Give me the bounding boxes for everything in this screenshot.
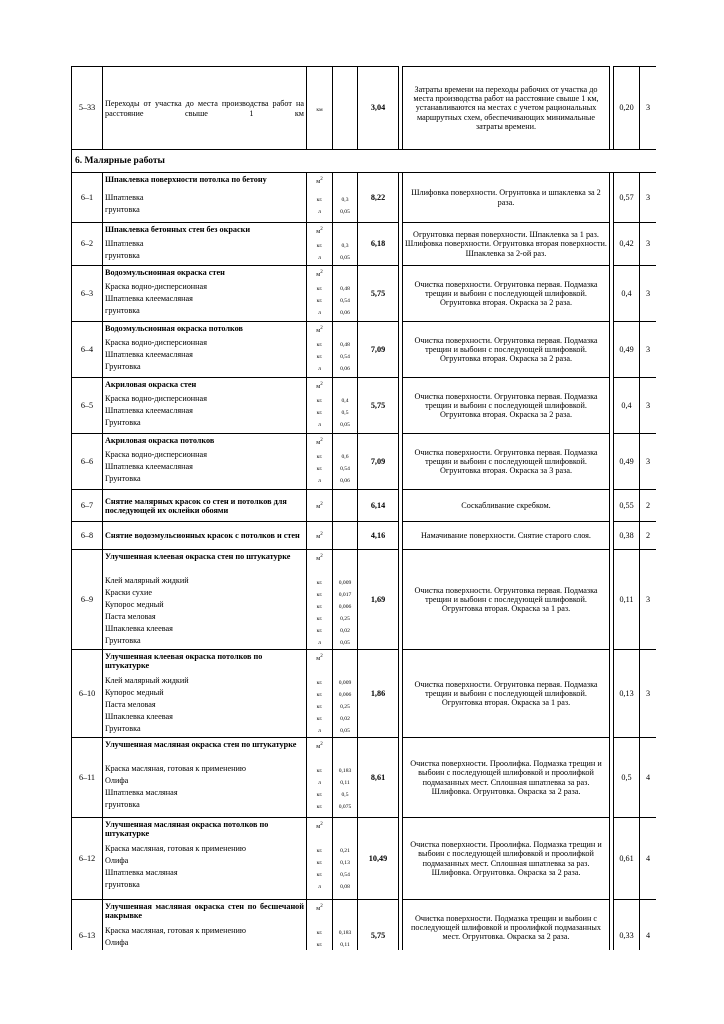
unit-cell: км: [307, 67, 333, 150]
material-qty: 0,006: [338, 604, 352, 610]
material-name: Краска водно-дисперсионная: [105, 282, 207, 291]
material-name: Шпаклевка клеевая: [105, 624, 173, 633]
work-title: Переходы от участка до места производства работ на расстояние свыше 1 км: [103, 67, 307, 150]
unit-cell: [307, 378, 333, 434]
unit-header: $м^2$: [316, 653, 323, 662]
coefficient-value: 0,42: [614, 223, 640, 266]
material-name: Шпатлевка клеемасляная: [105, 350, 193, 359]
unit-cell: [307, 434, 333, 490]
material-qty: 0,54: [340, 354, 350, 360]
material-qty: 0,11: [340, 780, 350, 786]
category-value: 3: [640, 650, 657, 738]
work-title: Шпаклевка бетонных стен без окраски: [105, 225, 251, 234]
unit-header: $м^2$: [316, 903, 323, 912]
material-qty: 0,48: [340, 342, 350, 348]
price-value: 3,04: [358, 67, 399, 150]
coefficient-value: 0,11: [614, 550, 640, 650]
material-qty: 0,3: [341, 243, 349, 249]
material-unit: кг.: [316, 942, 323, 948]
material-unit: кг.: [316, 792, 323, 798]
material-qty: 0,08: [340, 884, 350, 890]
material-name: грунтовка: [105, 880, 140, 889]
qty-cell: [333, 434, 358, 490]
row-code: 6–5: [72, 378, 103, 434]
material-unit: кг.: [316, 716, 323, 722]
price-value: 6,14: [358, 490, 399, 522]
unit-cell: [307, 322, 333, 378]
category-value: 4: [640, 900, 657, 951]
material-name: Краска водно-дисперсионная: [105, 450, 207, 459]
unit-cell: [307, 650, 333, 738]
material-unit: кг.: [316, 616, 323, 622]
work-description: Огрунтовка первая поверхности. Шпаклевка за 1 раз. Шлифовка поверхности. Огрунтовка вторая поверхности. Шпаклевка за 2-ой раз.: [403, 223, 610, 266]
material-name: грунтовка: [105, 800, 140, 809]
table-row: [72, 550, 657, 650]
material-qty: 0,02: [340, 716, 350, 722]
material-unit: кг.: [316, 410, 323, 416]
material-unit: л: [318, 422, 321, 428]
work-cell: [103, 738, 307, 818]
work-description: Намачивание поверхности. Снятие старого слоя.: [403, 522, 610, 550]
material-name: Купорос медный: [105, 688, 164, 697]
unit-cell: [307, 173, 333, 223]
work-title: Шпаклевка поверхности потолка по бетону: [105, 175, 267, 184]
material-qty: 0,54: [340, 298, 350, 304]
unit-header: $м^2$: [316, 531, 323, 540]
material-unit: кг.: [316, 692, 323, 698]
material-name: Краска водно-дисперсионная: [105, 338, 207, 347]
material-qty: 0,25: [340, 704, 350, 710]
material-unit: кг.: [316, 768, 323, 774]
category-value: 3: [640, 67, 657, 150]
unit-header: $м^2$: [316, 821, 323, 830]
work-cell: [103, 490, 307, 522]
material-name: Краска водно-дисперсионная: [105, 394, 207, 403]
work-title: Улучшенная клеевая окраска потолков по штукатурке: [105, 652, 263, 671]
material-unit: л: [318, 478, 321, 484]
material-qty: 0,05: [340, 640, 350, 646]
table-row: [72, 266, 657, 322]
material-name: Паста меловая: [105, 612, 156, 621]
material-unit: кг.: [316, 298, 323, 304]
price-value: 5,75: [358, 266, 399, 322]
category-value: 2: [640, 490, 657, 522]
material-unit: кг.: [316, 286, 323, 292]
material-unit: кг.: [316, 342, 323, 348]
material-qty: 0,6: [341, 454, 349, 460]
material-name: Краска масляная, готовая к применению: [105, 926, 246, 935]
work-title: Водоэмульсионная окраска стен: [105, 268, 225, 277]
material-name: Грунтовка: [105, 418, 141, 427]
unit-header: $м^2$: [316, 226, 323, 235]
table-row: [72, 900, 657, 951]
qty-cell: [333, 738, 358, 818]
qty-cell: [333, 522, 358, 550]
material-qty: 0,183: [338, 930, 352, 936]
coefficient-value: 0,55: [614, 490, 640, 522]
material-qty: 0,05: [340, 255, 350, 261]
material-name: грунтовка: [105, 205, 140, 214]
qty-cell: [333, 550, 358, 650]
material-unit: кг.: [316, 930, 323, 936]
work-cell: [103, 322, 307, 378]
material-unit: кг.: [316, 628, 323, 634]
material-unit: л: [318, 780, 321, 786]
qty-cell: [333, 266, 358, 322]
unit-cell: [307, 223, 333, 266]
qty-cell: [333, 322, 358, 378]
material-name: Грунтовка: [105, 724, 141, 733]
qty-cell: [333, 223, 358, 266]
material-unit: кг.: [316, 466, 323, 472]
work-title: Улучшенная масляная окраска потолков по штукатурке: [105, 820, 269, 839]
material-qty: 0,06: [340, 310, 350, 316]
work-cell: [103, 650, 307, 738]
unit-cell: [307, 738, 333, 818]
coefficient-value: 0,57: [614, 173, 640, 223]
price-value: 7,09: [358, 322, 399, 378]
qty-cell: [333, 490, 358, 522]
work-cell: [103, 378, 307, 434]
coefficient-value: 0,13: [614, 650, 640, 738]
qty-cell: [333, 818, 358, 900]
unit-header: $м^2$: [316, 176, 323, 185]
material-unit: кг.: [316, 704, 323, 710]
work-description: Очистка поверхности. Подмазка трещин и выбоин с последующей шлифовкой и проолифкой подмазанных мест. Огрунтовка. Окраска за 2 раза.: [403, 900, 610, 951]
unit-cell: [307, 522, 333, 550]
material-name: Шпаклевка клеевая: [105, 712, 173, 721]
row-code: 6–1: [72, 173, 103, 223]
work-description: Очистка поверхности. Проолифка. Подмазка трещин и выбоин с последующей шлифовкой и проолифкой подмазанных мест. Сплошная шпатлевка за раз. Шлифовка. Огрунтовка. Окраска за 2 раза.: [403, 818, 610, 900]
qty-cell: [333, 900, 358, 951]
material-unit: кг.: [316, 848, 323, 854]
coefficient-value: 0,33: [614, 900, 640, 951]
work-title: Улучшенная масляная окраска стен по бесшечаной накрывке: [105, 902, 304, 921]
material-name: Краска масляная, готовая к применению: [105, 844, 246, 853]
table-row: [72, 522, 657, 550]
work-description: Шлифовка поверхности. Огрунтовка и шпаклевка за 2 раза.: [403, 173, 610, 223]
unit-header: $м^2$: [316, 437, 323, 446]
price-value: 5,75: [358, 900, 399, 951]
row-code: 6–13: [72, 900, 103, 951]
work-title: Акриловая окраска потолков: [105, 436, 215, 445]
document-page: [71, 66, 656, 950]
material-unit: кг.: [316, 804, 323, 810]
material-qty: 0,017: [338, 592, 352, 598]
row-code: 6–12: [72, 818, 103, 900]
row-code: 6–2: [72, 223, 103, 266]
work-description: Очистка поверхности. Огрунтовка первая. Подмазка трещин и выбоин с последующей шлифовкой. Огрунтовка вторая. Окраска за 2 раза.: [403, 266, 610, 322]
category-value: 4: [640, 818, 657, 900]
category-value: 3: [640, 266, 657, 322]
table-row: [72, 434, 657, 490]
material-name: Грунтовка: [105, 362, 141, 371]
material-name: Олифа: [105, 938, 129, 947]
work-cell: [103, 223, 307, 266]
material-qty: 0,06: [340, 478, 350, 484]
unit-header: $м^2$: [316, 325, 323, 334]
material-qty: 0,5: [341, 792, 349, 798]
section-title: 6. Малярные работы: [72, 150, 657, 173]
coefficient-value: 0,4: [614, 266, 640, 322]
category-value: 3: [640, 378, 657, 434]
table-row: [72, 223, 657, 266]
material-name: Шпатлевка масляная: [105, 868, 178, 877]
material-unit: л: [318, 728, 321, 734]
material-unit: кг.: [316, 860, 323, 866]
unit-header: $м^2$: [316, 269, 323, 278]
work-title: Улучшенная масляная окраска стен по штукатурке: [105, 740, 297, 749]
table-row: [72, 738, 657, 818]
material-name: Шпатлевка масляная: [105, 788, 178, 797]
material-unit: кг.: [316, 243, 323, 249]
material-unit: л: [318, 209, 321, 215]
work-description: Очистка поверхности. Огрунтовка первая. Подмазка трещин и выбоин с последующей шлифовкой. Огрунтовка вторая. Окраска за 3 раза.: [403, 434, 610, 490]
norms-table: [71, 66, 656, 950]
material-name: Шпатлевка клеемасляная: [105, 462, 193, 471]
material-qty: 0,075: [338, 804, 352, 810]
work-description: Затраты времени на переходы рабочих от участка до места производства работ на расстояние свыше 1 км, устанавливаются на местах с учетом рациональных маршрутных схем, обеспечивающих минимальные затраты времени.: [403, 67, 610, 150]
work-title: Водоэмульсионная окраска потолков: [105, 324, 243, 333]
table-row: [72, 818, 657, 900]
category-value: 4: [640, 738, 657, 818]
material-unit: кг.: [316, 580, 323, 586]
table-row: [72, 650, 657, 738]
material-qty: 0,11: [340, 942, 350, 948]
work-cell: [103, 434, 307, 490]
qty-cell: [333, 378, 358, 434]
table-row: [72, 67, 657, 150]
material-unit: кг.: [316, 398, 323, 404]
material-unit: кг.: [316, 354, 323, 360]
material-name: Шпатлевка: [105, 239, 144, 248]
material-unit: кг.: [316, 680, 323, 686]
row-code: 6–11: [72, 738, 103, 818]
price-value: 1,86: [358, 650, 399, 738]
qty-cell: [333, 173, 358, 223]
section-row: [72, 150, 657, 173]
row-code: 6–9: [72, 550, 103, 650]
unit-header: $м^2$: [316, 741, 323, 750]
work-cell: [103, 522, 307, 550]
coefficient-value: 0,61: [614, 818, 640, 900]
material-unit: л: [318, 255, 321, 261]
coefficient-value: 0,38: [614, 522, 640, 550]
work-cell: [103, 550, 307, 650]
table-row: [72, 322, 657, 378]
material-qty: 0,02: [340, 628, 350, 634]
material-qty: 0,009: [338, 580, 352, 586]
material-unit: кг.: [316, 872, 323, 878]
material-qty: 0,13: [340, 860, 350, 866]
unit-cell: [307, 266, 333, 322]
material-unit: кг.: [316, 454, 323, 460]
material-qty: 0,183: [338, 768, 352, 774]
material-qty: 0,5: [341, 410, 349, 416]
unit-cell: [307, 490, 333, 522]
material-qty: 0,009: [338, 680, 352, 686]
table-row: [72, 173, 657, 223]
price-value: 7,09: [358, 434, 399, 490]
material-qty: 0,05: [340, 728, 350, 734]
work-description: Очистка поверхности. Проолифка. Подмазка трещин и выбоин с последующей шлифовкой и проолифкой подмазанных мест. Сплошная шпатлевка за раз. Шлифовка. Огрунтовка. Окраска за 2 раза.: [403, 738, 610, 818]
material-name: грунтовка: [105, 306, 140, 315]
row-code: 5–33: [72, 67, 103, 150]
material-name: Паста меловая: [105, 700, 156, 709]
material-name: Краска масляная, готовая к применению: [105, 764, 246, 773]
row-code: 6–6: [72, 434, 103, 490]
material-qty: 0,4: [341, 398, 349, 404]
material-qty: 0,05: [340, 209, 350, 215]
qty-cell: [333, 650, 358, 738]
category-value: 3: [640, 550, 657, 650]
material-name: Шпатлевка клеемасляная: [105, 406, 193, 415]
material-name: Клей малярный жидкий: [105, 576, 189, 585]
row-code: 6–10: [72, 650, 103, 738]
material-qty: 0,006: [338, 692, 352, 698]
material-name: Клей малярный жидкий: [105, 676, 189, 685]
unit-cell: [307, 818, 333, 900]
material-name: Купорос медный: [105, 600, 164, 609]
material-qty: 0,3: [341, 197, 349, 203]
material-name: Олифа: [105, 776, 129, 785]
work-cell: [103, 818, 307, 900]
work-title: Улучшенная клеевая окраска стен по штукатурке: [105, 552, 291, 561]
row-code: 6–8: [72, 522, 103, 550]
coefficient-value: 0,5: [614, 738, 640, 818]
work-description: Очистка поверхности. Огрунтовка первая. Подмазка трещин и выбоин с последующей шлифовкой. Огрунтовка вторая. Окраска за 1 раз.: [403, 550, 610, 650]
material-name: грунтовка: [105, 251, 140, 260]
material-qty: 0,25: [340, 616, 350, 622]
price-value: 6,18: [358, 223, 399, 266]
coefficient-value: 0,49: [614, 322, 640, 378]
table-row: [72, 378, 657, 434]
material-unit: л: [318, 366, 321, 372]
work-cell: [103, 266, 307, 322]
work-description: Очистка поверхности. Огрунтовка первая. Подмазка трещин и выбоин с последующей шлифовкой. Огрунтовка вторая. Окраска за 2 раза.: [403, 322, 610, 378]
material-qty: 0,06: [340, 366, 350, 372]
coefficient-value: 0,4: [614, 378, 640, 434]
material-qty: 0,54: [340, 466, 350, 472]
material-unit: кг.: [316, 197, 323, 203]
unit-cell: [307, 900, 333, 951]
work-cell: [103, 173, 307, 223]
price-value: 8,61: [358, 738, 399, 818]
material-name: Олифа: [105, 856, 129, 865]
price-value: 5,75: [358, 378, 399, 434]
row-code: 6–7: [72, 490, 103, 522]
work-title: Акриловая окраска стен: [105, 380, 197, 389]
price-value: 10,49: [358, 818, 399, 900]
coefficient-value: 0,20: [614, 67, 640, 150]
material-name: Краски сухие: [105, 588, 152, 597]
material-unit: л: [318, 640, 321, 646]
row-code: 6–4: [72, 322, 103, 378]
price-value: 4,16: [358, 522, 399, 550]
category-value: 3: [640, 434, 657, 490]
table-row: [72, 490, 657, 522]
work-cell: [103, 900, 307, 951]
unit-cell: [307, 550, 333, 650]
work-description: Очистка поверхности. Огрунтовка первая. Подмазка трещин и выбоин с последующей шлифовкой. Огрунтовка вторая. Окраска за 1 раз.: [403, 650, 610, 738]
material-name: Грунтовка: [105, 474, 141, 483]
material-qty: 0,21: [340, 848, 350, 854]
category-value: 3: [640, 223, 657, 266]
material-unit: л: [318, 310, 321, 316]
category-value: 2: [640, 522, 657, 550]
price-value: 1,69: [358, 550, 399, 650]
work-description: Соскабливание скребком.: [403, 490, 610, 522]
work-title: Снятие малярных красок со стен и потолков для последующей их оклейки обоями: [105, 496, 287, 515]
material-qty: 0,48: [340, 286, 350, 292]
material-name: Шпатлевка клеемасляная: [105, 294, 193, 303]
row-code: 6–3: [72, 266, 103, 322]
qty-cell: [333, 67, 358, 150]
material-qty: 0,05: [340, 422, 350, 428]
material-name: Шпатлевка: [105, 193, 144, 202]
coefficient-value: 0,49: [614, 434, 640, 490]
unit-header: $м^2$: [316, 501, 323, 510]
material-qty: 0,54: [340, 872, 350, 878]
material-name: Грунтовка: [105, 636, 141, 645]
work-description: Очистка поверхности. Огрунтовка первая. Подмазка трещин и выбоин с последующей шлифовкой. Огрунтовка вторая. Окраска за 2 раза.: [403, 378, 610, 434]
unit-header: $м^2$: [316, 381, 323, 390]
price-value: 8,22: [358, 173, 399, 223]
material-unit: кг.: [316, 592, 323, 598]
work-title: Снятие водоэмульсионных красок с потолков и стен: [105, 531, 300, 541]
category-value: 3: [640, 173, 657, 223]
unit-header: $м^2$: [316, 553, 323, 562]
material-unit: кг.: [316, 604, 323, 610]
category-value: 3: [640, 322, 657, 378]
material-unit: л: [318, 884, 321, 890]
